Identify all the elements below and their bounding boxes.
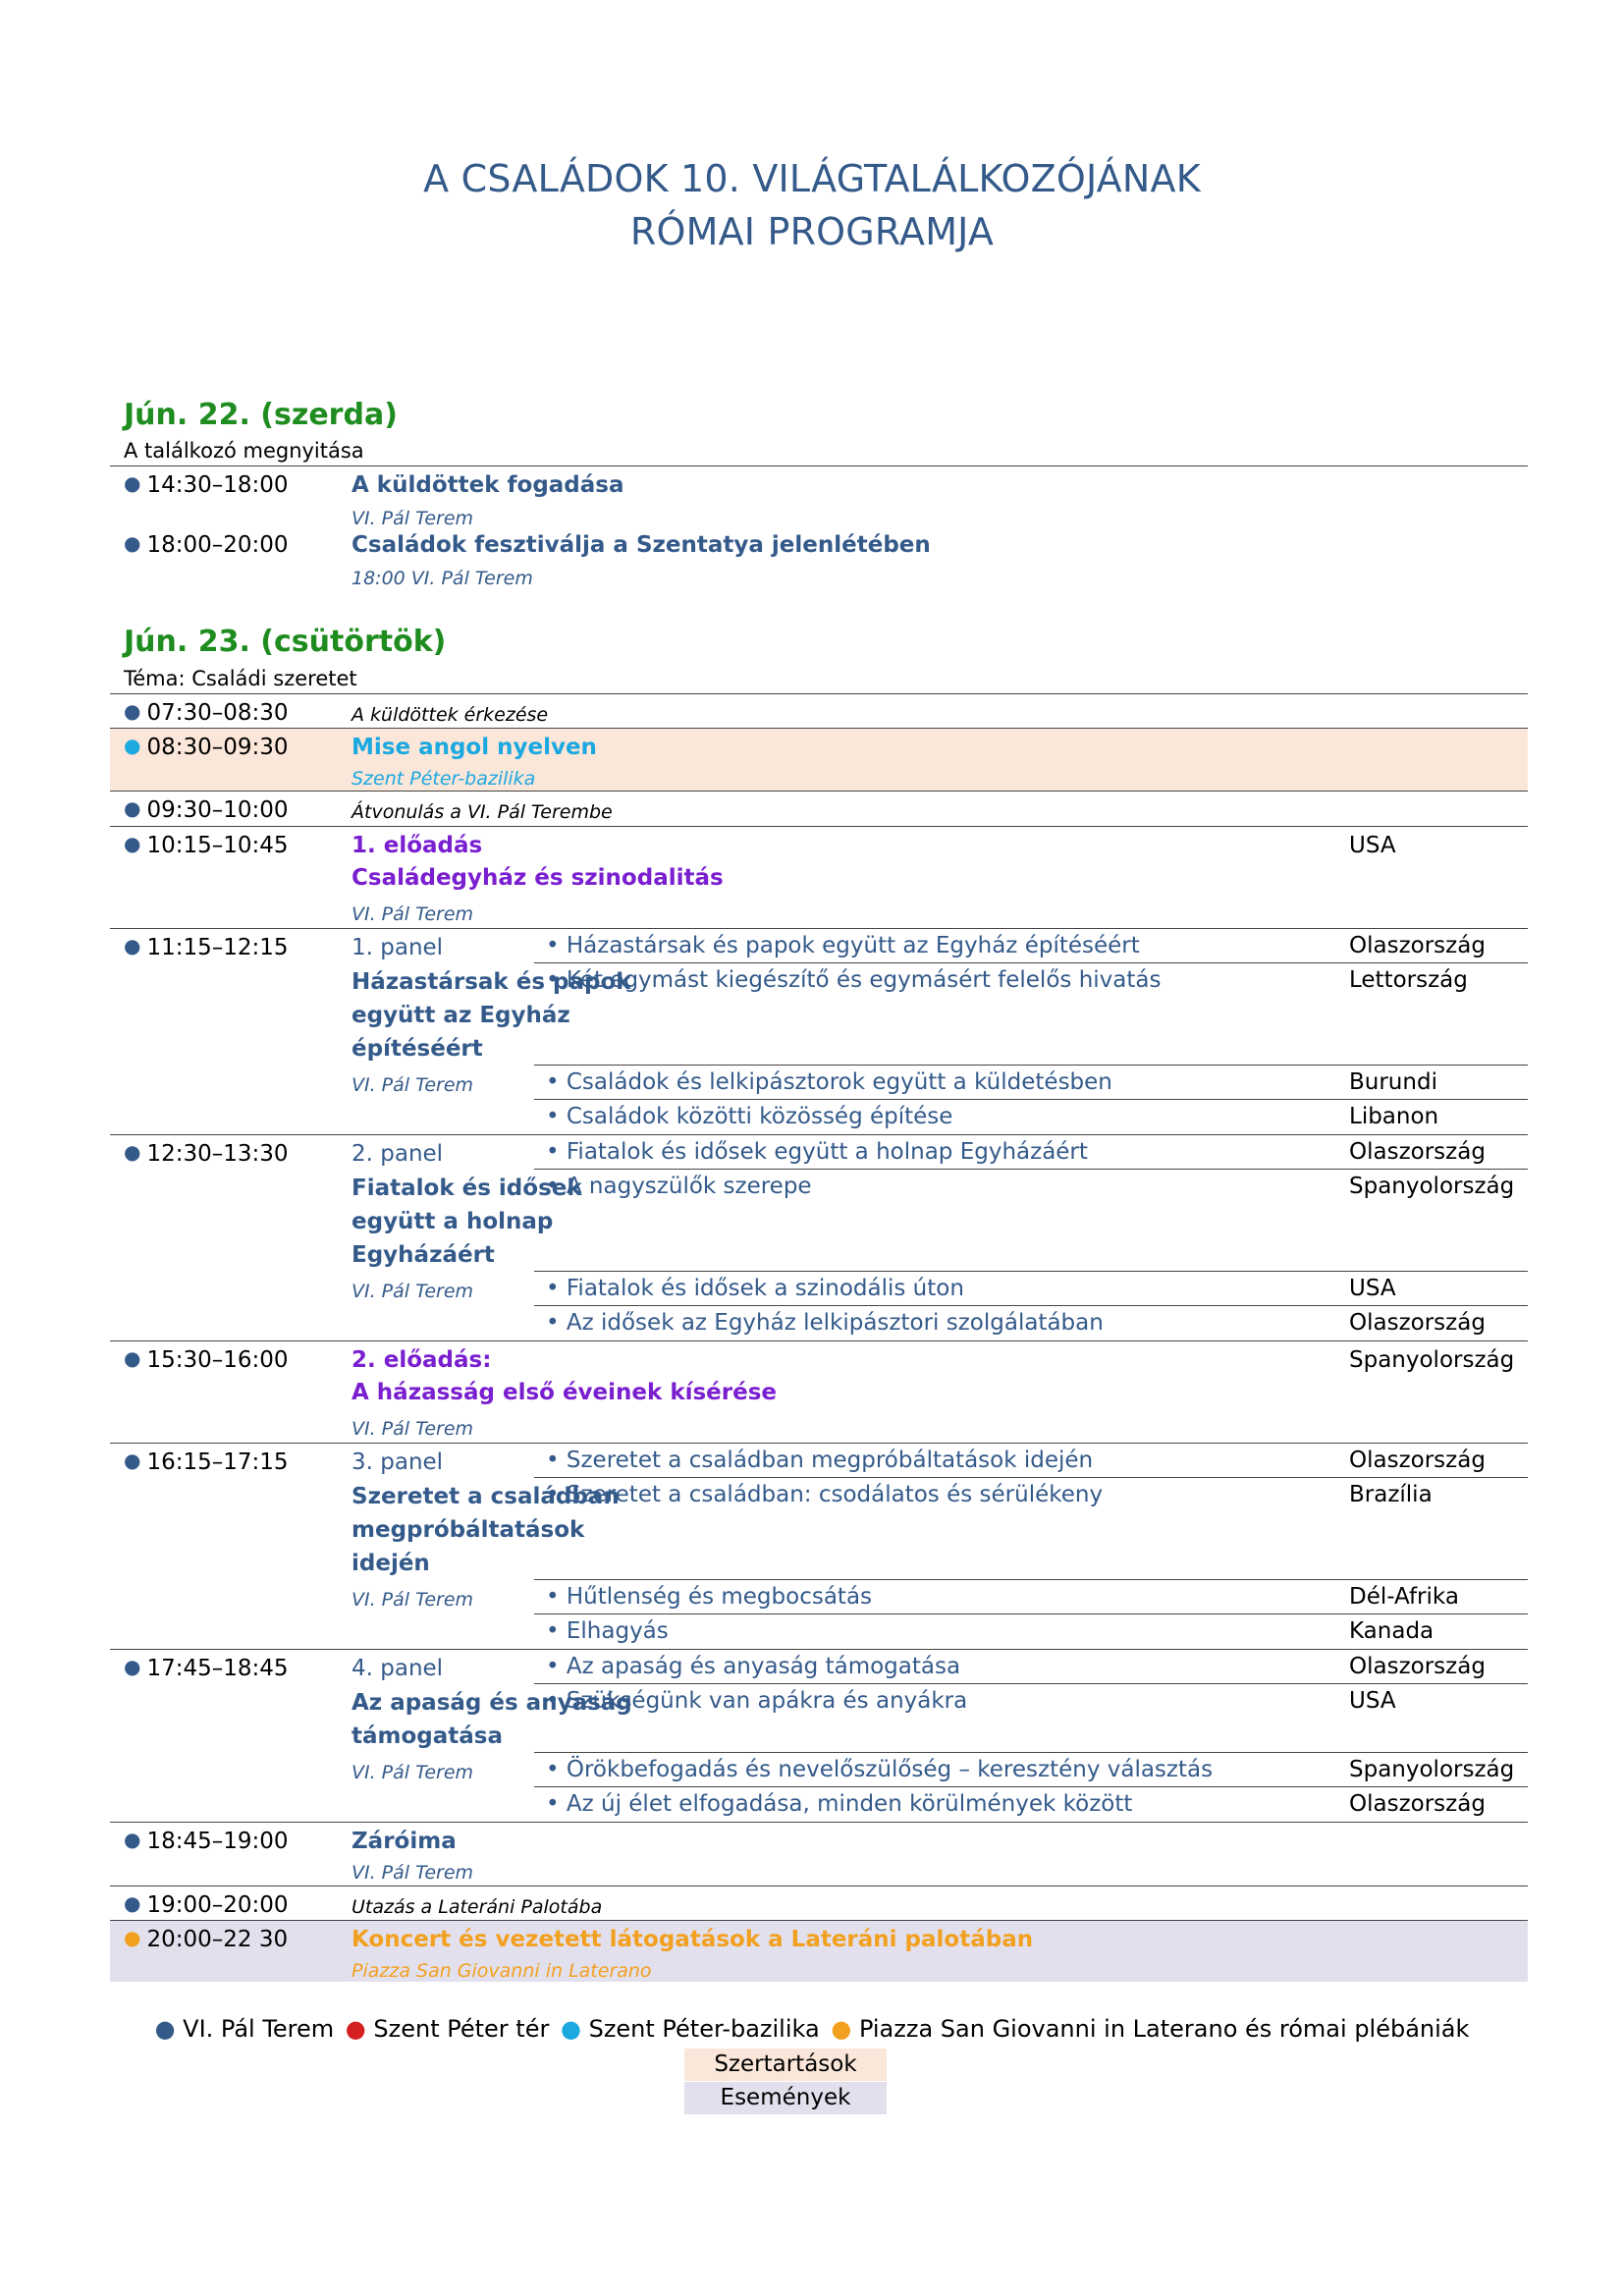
event-location: VI. Pál Terem <box>352 903 474 925</box>
legend-ceremonies-box: Szertartások <box>684 2049 887 2081</box>
panel-label: 2. panel <box>352 1141 444 1167</box>
panel-subtopic: • Az idősek az Egyház lelkipásztori szolgálatában <box>546 1310 1104 1336</box>
schedule-row <box>110 826 1528 929</box>
bullet-icon: ● <box>124 1891 141 1915</box>
bullet-icon: ● <box>124 471 141 495</box>
bullet-icon: ● <box>124 1655 141 1678</box>
bullet-icon: ● <box>124 934 141 957</box>
panel-title: Szeretet a családban <box>352 1484 620 1509</box>
bullet-icon: ● <box>124 796 141 820</box>
country: Olaszország <box>1349 933 1486 958</box>
time-cell: ● 09:30–10:00 <box>124 796 289 823</box>
panel-title: támogatása <box>352 1723 503 1749</box>
panel-subtopic: • A nagyszülők szerepe <box>546 1174 812 1199</box>
time-cell: ● 08:30–09:30 <box>124 734 289 760</box>
panel-title: Fiatalok és idősek <box>352 1175 582 1201</box>
country: Brazília <box>1349 1482 1433 1507</box>
time-cell: ● 12:30–13:30 <box>124 1140 289 1167</box>
time-cell: ● 07:30–08:30 <box>124 699 289 726</box>
event-note: Utazás a Lateráni Palotába <box>352 1896 603 1918</box>
time-cell: ● 18:45–19:00 <box>124 1828 289 1854</box>
lecture-title: Családegyház és szinodalitás <box>352 865 724 891</box>
time-cell: ● 11:15–12:15 <box>124 934 289 960</box>
event-title: Záróima <box>352 1829 457 1854</box>
panel-title: együtt a holnap <box>352 1209 554 1234</box>
bullet-icon: ● <box>124 1346 141 1370</box>
country: Spanyolország <box>1349 1347 1515 1373</box>
event-note: A küldöttek érkezése <box>352 704 549 726</box>
time-cell: ● 15:30–16:00 <box>124 1346 289 1373</box>
panel-title: Az apaság és anyaság <box>352 1690 632 1716</box>
panel-title: megpróbáltatások <box>352 1517 585 1543</box>
country: Olaszország <box>1349 1791 1486 1817</box>
bullet-icon: ● <box>124 832 141 855</box>
country: Libanon <box>1349 1104 1439 1129</box>
country: Kanada <box>1349 1618 1435 1644</box>
panel-subtopic: • Szükségünk van apákra és anyákra <box>546 1688 968 1714</box>
day-heading: Jún. 23. (csütörtök) <box>124 625 447 659</box>
time-cell: ● 16:15–17:15 <box>124 1449 289 1475</box>
event-title: Mise angol nyelven <box>352 735 597 760</box>
panel-label: 3. panel <box>352 1449 444 1475</box>
panel-subtopic: • Házastársak és papok együtt az Egyház építéséért <box>546 933 1140 958</box>
panel-subtopic: • Fiatalok és idősek a szinodális úton <box>546 1276 964 1301</box>
event-location: VI. Pál Terem <box>352 1762 474 1783</box>
bullet-icon: ● <box>124 1449 141 1472</box>
bullet-icon: ● <box>124 1140 141 1164</box>
panel-title: építéséért <box>352 1036 483 1062</box>
schedule-row-event <box>110 1920 1528 1982</box>
lecture-title: A házasság első éveinek kísérése <box>352 1380 778 1405</box>
time-cell: ● 17:45–18:45 <box>124 1655 289 1681</box>
event-location: 18:00 VI. Pál Terem <box>352 568 533 589</box>
lecture-number: 1. előadás <box>352 833 483 858</box>
dot-icon: ● <box>154 2015 176 2043</box>
panel-label: 4. panel <box>352 1656 444 1681</box>
schedule-row <box>110 1886 1528 1921</box>
country: Spanyolország <box>1349 1757 1515 1782</box>
panel-subtopic: • Szeretet a családban megpróbáltatások idején <box>546 1448 1094 1473</box>
event-location: VI. Pál Terem <box>352 508 474 529</box>
panel-subtopic: • Hűtlenség és megbocsátás <box>546 1584 873 1610</box>
country: USA <box>1349 833 1396 858</box>
dot-icon: ● <box>831 2015 852 2043</box>
day-heading: Jún. 22. (szerda) <box>124 398 398 432</box>
bullet-icon: ● <box>124 1828 141 1851</box>
schedule-row <box>110 791 1528 827</box>
legend-item: ● Szent Péter-bazilika <box>560 2015 820 2043</box>
bullet-icon: ● <box>124 1926 141 1949</box>
schedule-row <box>110 693 1528 729</box>
country: Olaszország <box>1349 1310 1486 1336</box>
panel-subtopic: • Két egymást kiegészítő és egymásért felelős hivatás <box>546 967 1162 993</box>
legend-item: ● Szent Péter tér <box>345 2015 550 2043</box>
panel-subtopic: • Az apaság és anyaság támogatása <box>546 1654 961 1679</box>
time-cell: ● 18:00–20:00 <box>124 531 289 558</box>
legend-item: ● Piazza San Giovanni in Laterano és római plébániák <box>831 2015 1470 2043</box>
event-title: Családok fesztiválja a Szentatya jelenlétében <box>352 532 931 558</box>
panel-subtopic: • Családok közötti közösség építése <box>546 1104 953 1129</box>
time-cell: ● 14:30–18:00 <box>124 471 289 498</box>
country: Dél-Afrika <box>1349 1584 1459 1610</box>
event-location: Szent Péter-bazilika <box>352 768 536 790</box>
panel-title: Egyházáért <box>352 1242 495 1268</box>
lecture-number: 2. előadás: <box>352 1347 492 1373</box>
panel-title: Házastársak és papok <box>352 969 631 995</box>
dot-icon: ● <box>345 2015 366 2043</box>
event-title: Koncert és vezetett látogatások a Lateráni palotában <box>352 1927 1034 1952</box>
panel-label: 1. panel <box>352 935 444 960</box>
event-location: VI. Pál Terem <box>352 1418 474 1440</box>
doc-title-line1: A CSALÁDOK 10. VILÁGTALÁLKOZÓJÁNAK <box>423 157 1201 200</box>
time-cell: ● 10:15–10:45 <box>124 832 289 858</box>
bullet-icon: ● <box>124 699 141 723</box>
country: Olaszország <box>1349 1139 1486 1165</box>
country: Spanyolország <box>1349 1174 1515 1199</box>
country: USA <box>1349 1276 1396 1301</box>
day-subtitle: Téma: Családi szeretet <box>124 667 357 690</box>
event-location: Piazza San Giovanni in Laterano <box>352 1960 652 1982</box>
panel-subtopic: • Fiatalok és idősek együtt a holnap Egyházáért <box>546 1139 1088 1165</box>
panel-subtopic: • Az új élet elfogadása, minden körülmények között <box>546 1791 1133 1817</box>
doc-title-line2: RÓMAI PROGRAMJA <box>629 210 995 253</box>
country: Olaszország <box>1349 1448 1486 1473</box>
bullet-icon: ● <box>124 734 141 757</box>
event-location: VI. Pál Terem <box>352 1862 474 1884</box>
panel-title: idején <box>352 1551 430 1576</box>
legend <box>0 2015 1624 2043</box>
event-title: A küldöttek fogadása <box>352 472 624 498</box>
event-location: VI. Pál Terem <box>352 1589 474 1611</box>
panel-subtopic: • Örökbefogadás és nevelőszülőség – keresztény választás <box>546 1757 1214 1782</box>
country: USA <box>1349 1688 1396 1714</box>
panel-subtopic: • Szeretet a családban: csodálatos és sérülékeny <box>546 1482 1104 1507</box>
event-location: VI. Pál Terem <box>352 1281 474 1302</box>
event-location: VI. Pál Terem <box>352 1074 474 1096</box>
schedule-row-ceremony <box>110 728 1528 792</box>
country: Lettország <box>1349 967 1468 993</box>
country: Olaszország <box>1349 1654 1486 1679</box>
event-note: Átvonulás a VI. Pál Terembe <box>352 801 613 823</box>
schedule-row <box>110 1340 1528 1444</box>
country: Burundi <box>1349 1069 1437 1095</box>
dot-icon: ● <box>560 2015 581 2043</box>
legend-events-box: Események <box>684 2082 887 2114</box>
time-cell: ● 20:00–22 30 <box>124 1926 289 1952</box>
day-subtitle: A találkozó megnyitása <box>124 439 364 463</box>
legend-item: ● VI. Pál Terem <box>154 2015 335 2043</box>
panel-subtopic: • Családok és lelkipásztorok együtt a küldetésben <box>546 1069 1112 1095</box>
schedule-row <box>110 1822 1528 1886</box>
bullet-icon: ● <box>124 531 141 555</box>
schedule-row <box>110 465 1528 590</box>
time-cell: ● 19:00–20:00 <box>124 1891 289 1918</box>
panel-title: együtt az Egyház <box>352 1003 570 1028</box>
panel-subtopic: • Elhagyás <box>546 1618 669 1644</box>
